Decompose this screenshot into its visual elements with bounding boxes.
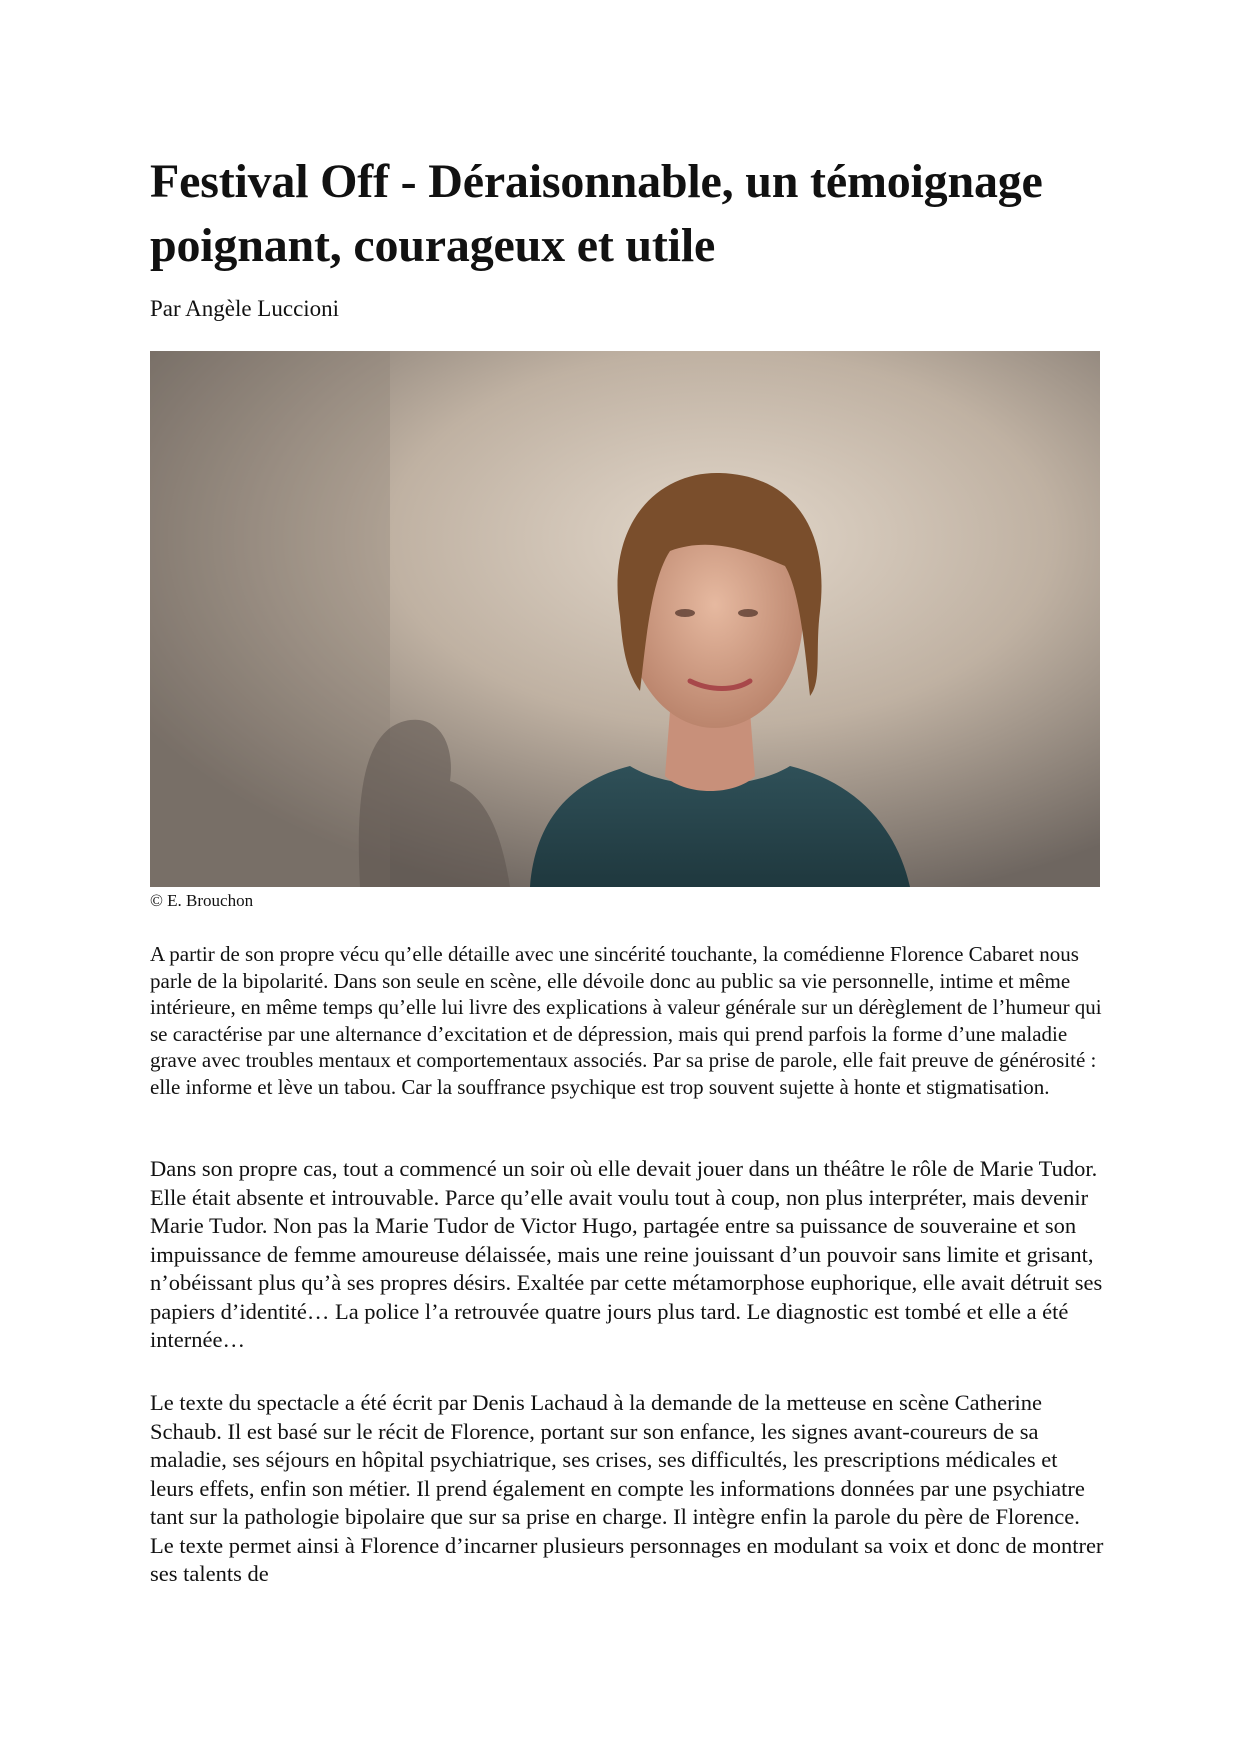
- article-photo: [150, 351, 1100, 887]
- article-title: Festival Off - Déraisonnable, un témoignage poignant, courageux et utile: [150, 155, 1043, 272]
- paragraph-1: A partir de son propre vécu qu’elle détaille avec une sincérité touchante, la comédienne Florence Cabaret nous parle de la bipolarité. Dans son seule en scène, elle dévoile donc au public sa vie personnelle, intime et même intérieure, en même temps qu’elle lui livre des explications à valeur générale sur un dérèglement de l’humeur qui se caractérise par une alternance d’excitation et de dépression, mais qui prend parfois la forme d’une maladie grave avec troubles mentaux et comportementaux associés. Par sa prise de parole, elle fait preuve de générosité : elle informe et lève un tabou. Car la souffrance psychique est trop souvent sujette à honte et stigmatisation.: [150, 942, 1102, 1099]
- paragraph-2: Dans son propre cas, tout a commencé un soir où elle devait jouer dans un théâtre le rôle de Marie Tudor. Elle était absente et introuvable. Parce qu’elle avait voulu tout à coup, non plus interpréter, mais devenir Marie Tudor. Non pas la Marie Tudor de Victor Hugo, partagée entre sa puissance de souveraine et son impuissance de femme amoureuse délaissée, mais une reine jouissant d’un pouvoir sans limite et grisant, n’obéissant plus qu’à ses propres désirs. Exaltée par cette métamorphose euphorique, elle avait détruit ses papiers d’identité… La police l’a retrouvée quatre jours plus tard. Le diagnostic est tombé et elle a été internée…: [150, 1156, 1103, 1352]
- paragraph-3: Le texte du spectacle a été écrit par Denis Lachaud à la demande de la metteuse en scène Catherine Schaub. Il est basé sur le récit de Florence, portant sur son enfance, les signes avant-coureurs de sa maladie, ses séjours en hôpital psychiatrique, ses crises, ses difficultés, les prescriptions médicales et leurs effets, enfin son métier. Il prend également en compte les informations données par une psychiatre tant sur la pathologie bipolaire que sur sa prise en charge. Il intègre enfin la parole du père de Florence. Le texte permet ainsi à Florence d’incarner plusieurs personnages en modulant sa voix et donc de montrer ses talents de: [150, 1390, 1104, 1586]
- portrait-illustration: [150, 351, 1100, 887]
- article-byline: Par Angèle Luccioni: [150, 296, 340, 321]
- photo-credit: © E. Brouchon: [150, 891, 254, 910]
